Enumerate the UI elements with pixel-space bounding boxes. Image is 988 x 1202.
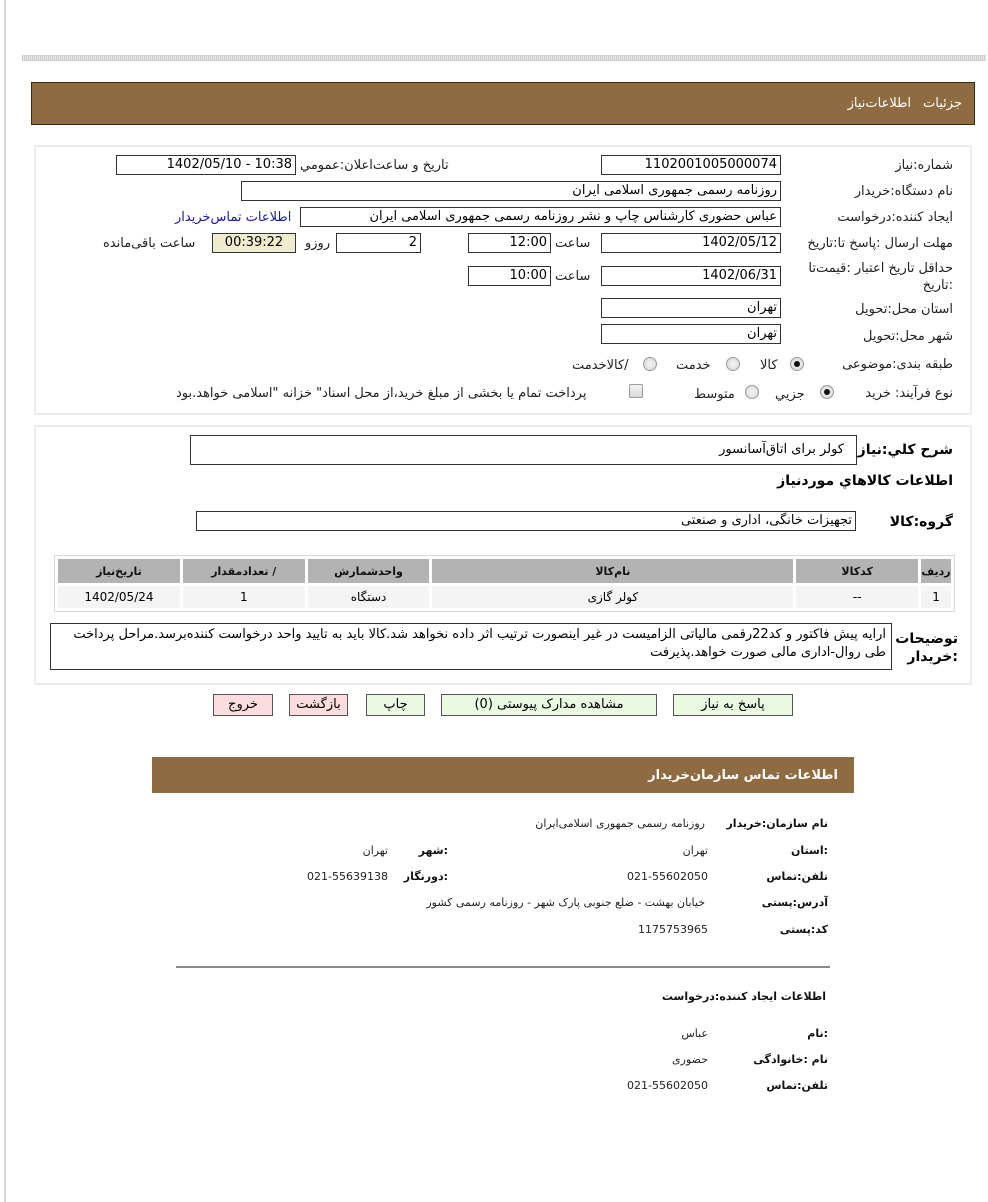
- creator-label: ایجاد کننده:درخواست: [837, 210, 953, 225]
- col-code: کدکالا: [796, 559, 918, 583]
- announce-date-field[interactable]: 1402/05/10 - 10:38: [116, 155, 296, 175]
- process-type-label: نوع فرآیند: خرید: [865, 386, 953, 401]
- contact-phone-value: 021-55602050: [627, 870, 708, 883]
- requester-name-value: عباس: [681, 1027, 708, 1040]
- contact-city-label: :شهر: [418, 844, 448, 857]
- validity-date-field[interactable]: 1402/06/31: [601, 266, 781, 286]
- requester-family-label: نام :خانوادگی: [753, 1053, 828, 1066]
- goods-table: [54, 555, 955, 612]
- col-need-date: تاریخ‌نیاز: [58, 559, 180, 583]
- cell-row: 1: [921, 586, 951, 608]
- category-radio-goods[interactable]: [790, 357, 804, 371]
- contact-postal-value: 1175753965: [638, 923, 708, 936]
- deadline-time-field[interactable]: 12:00: [468, 233, 551, 253]
- buyer-org-field[interactable]: روزنامه رسمی جمهوری اسلامی ایران: [241, 181, 781, 201]
- col-quantity: / تعدادمقدار: [183, 559, 305, 583]
- title-details: جزئیات: [923, 96, 962, 111]
- goods-group-label: گروه:کالا: [889, 514, 953, 530]
- contact-address-value: خیابان بهشت - ضلع جنوبی پارک شهر - روزنامه رسمی کشور: [426, 896, 705, 909]
- cell-quantity: 1: [183, 586, 305, 608]
- org-name-value: روزنامه رسمی جمهوری اسلامی‌ایران: [535, 817, 705, 830]
- page-title-bar: [31, 82, 975, 125]
- need-number-field[interactable]: 1102001005000074: [601, 155, 781, 175]
- announce-date-label: تاریخ و ساعت‌اعلان:عمومي: [300, 158, 449, 173]
- city-field[interactable]: تهران: [601, 324, 781, 344]
- contact-fax-label: :دورنگار: [403, 870, 448, 883]
- treasury-checkbox-label: پرداخت تمام یا بخشی از مبلغ خرید،از محل اسناد" خزانه "اسلامی خواهد.بود: [176, 386, 587, 401]
- goods-table-header: [58, 559, 951, 583]
- buyer-contact-link[interactable]: اطلاعات تماس‌خریدار: [175, 210, 292, 225]
- validity-label-line2: :تاریخ: [922, 278, 953, 293]
- col-unit: واحدشمارش: [308, 559, 430, 583]
- process-radio-minor[interactable]: [820, 385, 834, 399]
- buyer-org-label: نام دستگاه:خریدار: [854, 184, 953, 199]
- goods-info-title: اطلاعات کالاهاي موردنیاز: [777, 473, 953, 489]
- buyer-notes-label-line1: توضیحات: [895, 631, 958, 647]
- category-goods-label: کالا: [760, 358, 778, 373]
- remaining-time-counter: 00:39:22: [212, 233, 296, 253]
- cell-need-date: 1402/05/24: [58, 586, 180, 608]
- province-field[interactable]: تهران: [601, 298, 781, 318]
- category-goods-service-label: /کالاخدمت: [572, 358, 629, 373]
- buyer-contact-title-bar: [152, 757, 854, 793]
- validity-time-field[interactable]: 10:00: [468, 266, 551, 286]
- org-name-label: نام سازمان:خریدار: [726, 817, 828, 830]
- summary-label: شرح کلي:نیاز: [857, 442, 953, 458]
- contact-fax-value: 021-55639138: [307, 870, 388, 883]
- validity-label-line1: حداقل تاریخ اعتبار :قیمت‌تا: [808, 261, 953, 276]
- requester-phone-label: تلفن:تماس: [766, 1079, 828, 1092]
- cell-name: کولر گازی: [432, 586, 793, 608]
- reply-button[interactable]: پاسخ به نیاز: [673, 694, 793, 716]
- print-button[interactable]: چاپ: [366, 694, 425, 716]
- contact-phone-label: تلفن:تماس: [766, 870, 828, 883]
- process-medium-label: متوسط: [694, 387, 735, 402]
- goods-group-field[interactable]: تجهیزات خانگی، اداری و صنعتی: [196, 511, 856, 531]
- category-radio-service[interactable]: [726, 357, 740, 371]
- deadline-date-field[interactable]: 1402/05/12: [601, 233, 781, 253]
- requester-title: اطلاعات ایجاد کننده:درخواست: [661, 990, 826, 1003]
- title-need-info: اطلاعات‌نیاز: [847, 96, 912, 111]
- creator-field[interactable]: عباس حضوری کارشناس چاپ و نشر روزنامه رسمی جمهوری اسلامی ایران: [300, 207, 781, 227]
- days-label: روزو: [305, 236, 331, 251]
- page-left-border: [4, 0, 6, 1202]
- attachments-button[interactable]: مشاهده مدارک پیوستی (0): [441, 694, 657, 716]
- requester-name-label: :نام: [807, 1027, 828, 1040]
- province-label: استان محل:تحویل: [855, 302, 953, 317]
- process-radio-medium[interactable]: [745, 385, 759, 399]
- buyer-notes-label-line2: :خریدار: [907, 649, 958, 665]
- validity-time-label: ساعت: [555, 269, 591, 284]
- requester-family-value: حضوری: [672, 1053, 708, 1066]
- cell-unit: دستگاه: [308, 586, 430, 608]
- cell-code: --: [796, 586, 918, 608]
- city-label: شهر محل:تحویل: [863, 329, 953, 344]
- buyer-contact-title: اطلاعات تماس سازمان‌خریدار: [648, 767, 838, 783]
- col-row: ردیف: [921, 559, 951, 583]
- treasury-checkbox[interactable]: [629, 384, 643, 398]
- table-row: [58, 586, 951, 608]
- contact-postal-label: کد:پستی: [779, 923, 828, 936]
- category-service-label: خدمت: [676, 358, 711, 373]
- exit-button[interactable]: خروج: [213, 694, 273, 716]
- contact-address-label: آدرس:پستی: [761, 896, 828, 909]
- process-minor-label: جزيي: [775, 387, 805, 402]
- back-button[interactable]: بازگشت: [289, 694, 348, 716]
- deadline-label: مهلت ارسال :پاسخ تا:تاریخ: [807, 236, 953, 251]
- requester-phone-value: 021-55602050: [627, 1079, 708, 1092]
- section-divider: [176, 966, 830, 968]
- need-number-label: شماره:نیاز: [895, 158, 953, 173]
- buyer-notes-field[interactable]: ارایه پیش فاکتور و کد22رقمی مالیاتی الزامیست در غیر اینصورت ترتیب اثر داده نخواهد شد.کالا باید به تایید واحد درخواست کننده‌برسد.مراحل پرداخت طی روال-اداری مالی صورت خواهد.پذیرفت: [50, 623, 892, 670]
- summary-field[interactable]: کولر برای اتاق‌آسانسور: [190, 435, 857, 465]
- days-remaining-field[interactable]: 2: [336, 233, 421, 253]
- col-name: نام‌کالا: [432, 559, 793, 583]
- contact-province-value: تهران: [682, 844, 708, 857]
- remaining-time-label: ساعت باقی‌مانده: [103, 236, 196, 251]
- top-separator: [22, 55, 986, 61]
- contact-province-label: :استان: [791, 844, 828, 857]
- deadline-time-label: ساعت: [555, 236, 591, 251]
- contact-city-value: تهران: [362, 844, 388, 857]
- category-label: طبقه بندی:موضوعی: [842, 357, 953, 372]
- category-radio-goods-service[interactable]: [643, 357, 657, 371]
